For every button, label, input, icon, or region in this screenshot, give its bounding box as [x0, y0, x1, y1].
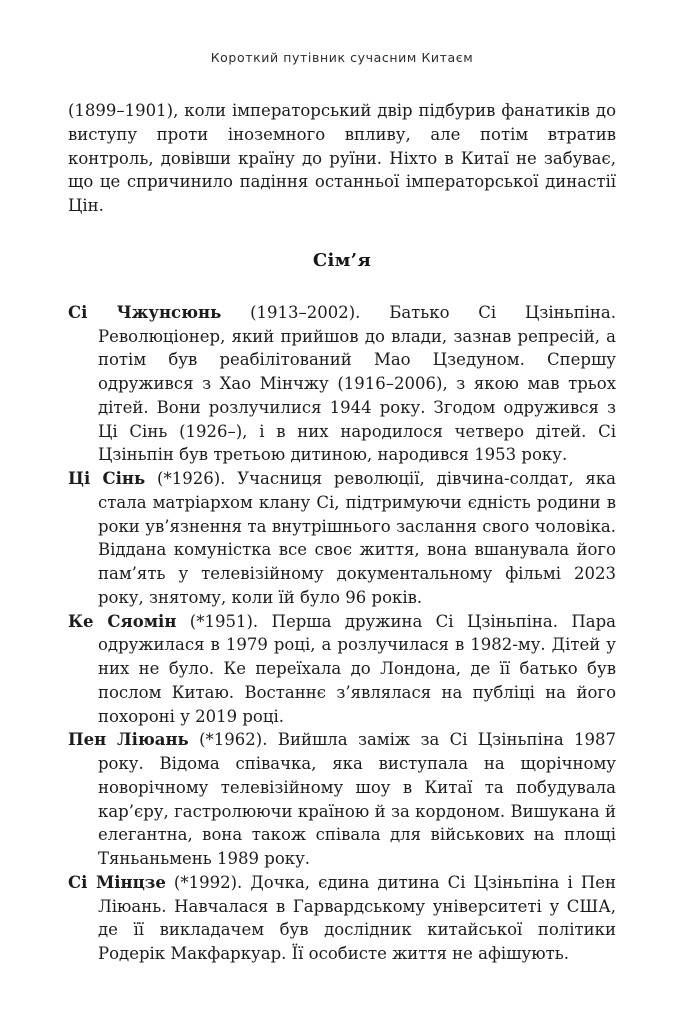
- entry-name: Пен Ліюань: [68, 730, 189, 750]
- family-entries: [68, 301, 616, 966]
- entry-si-zhongxun: [68, 301, 616, 467]
- entry-name: Сі Мінцзе: [68, 872, 166, 892]
- entry-text: (1913–2002). Батько Сі Цзіньпіна. Революціонер, який прийшов до влади, зазнав репресій, а потім був реабілітований Мао Цзедуном. Спершу одружився з Хао Мінчжу (1916–2006), з якою мав трьох дітей. Вони розлучилися 1944 року. Згодом одружився з Ці Сінь (1926–), і в них народилося четверо дітей. Сі Цзіньпін був третьою дитиною, народився 1953 року.: [98, 302, 616, 465]
- entry-qi-xin: [68, 467, 616, 610]
- running-header: Короткий путівник сучасним Китаєм: [210, 50, 474, 65]
- entry-text: (*1992). Дочка, єдина дитина Сі Цзіньпіна і Пен Ліюань. Навчалася в Гарвардському університеті у США, де її викладачем був дослідник китайської політики Родерік Макфаркуар. Її особисте життя не афішують.: [98, 872, 616, 963]
- entry-text: (*1951). Перша дружина Сі Цзіньпіна. Пара одружилася в 1979 році, а розлучилася в 1982-му. Дітей у них не було. Ке переїхала до Лондона, де її батько був послом Китаю. Востаннє з’являлася на публіці на його похороні у 2019 році.: [98, 611, 616, 726]
- entry-xi-mingze: [68, 871, 616, 966]
- entry-name: Сі Чжунсюнь: [68, 302, 222, 322]
- intro-paragraph: (1899–1901), коли імператорський двір підбурив фанатиків до виступу проти іноземного впливу, але потім втратив контроль, довівши країну до руїни. Ніхто в Китаї не забуває, що це спричинило падіння останньої імператорської династії Цін.: [68, 101, 616, 215]
- entry-text: (*1962). Вийшла заміж за Сі Цзіньпіна 1987 року. Відома співачка, яка виступала на щорічному новорічному телевізійному шоу в Китаї та побудувала кар’єру, гастролюючи країною й за кордоном. Вишукана й елегантна, вона також співала для військових на площі Тяньаньмень 1989 року.: [98, 730, 616, 868]
- entry-text: (*1926). Учасниця революції, дівчина-солдат, яка стала матріархом клану Сі, підтримуючи єдність родини в роки ув’язнення та внутрішнього заслання свого чоловіка. Віддана комуністка все своє життя, вона вшанувала його пам’ять у телевізійному документальному фільмі 2023 року, знятому, коли їй було 96 років.: [98, 469, 616, 607]
- entry-name: Ці Сінь: [68, 469, 146, 488]
- section-title: Сім’я: [312, 249, 372, 271]
- entry-name: Ке Сяомін: [68, 611, 177, 631]
- entry-peng-liyuan: [68, 728, 616, 871]
- entry-ke-xiaoming: [68, 610, 616, 729]
